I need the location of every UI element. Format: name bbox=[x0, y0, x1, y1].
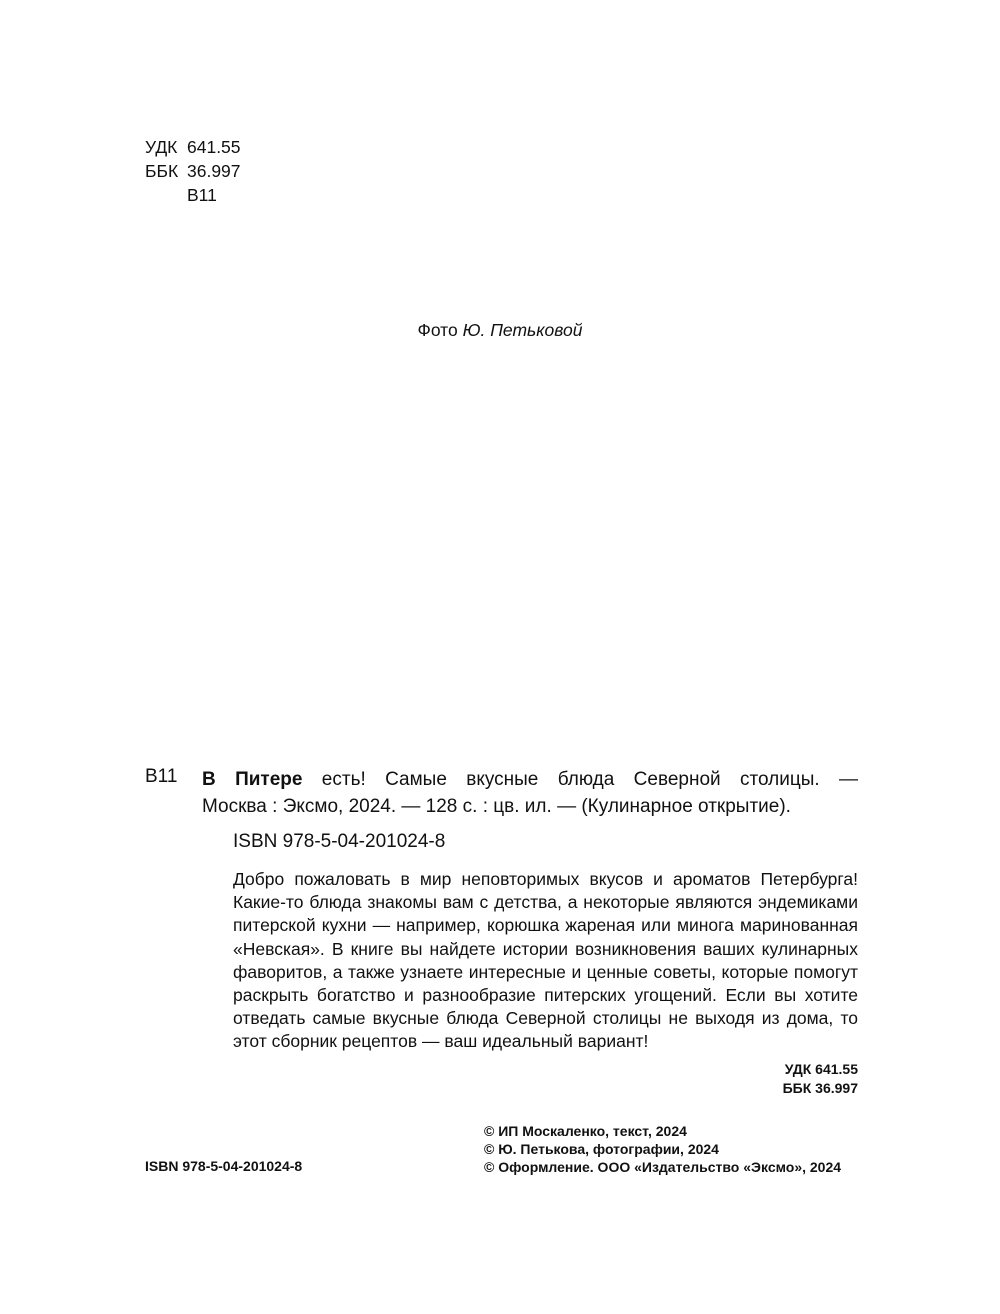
bottom-isbn: ISBN 978-5-04-201024-8 bbox=[145, 1158, 303, 1174]
catalog-title-rest: есть! Самые вкусные блюда Северной столицы. — bbox=[302, 769, 858, 790]
catalog-isbn: ISBN 978-5-04-201024-8 bbox=[233, 831, 446, 852]
bottom-codes bbox=[783, 1060, 858, 1097]
copyright-line: © ИП Москаленко, текст, 2024 bbox=[484, 1123, 687, 1139]
photo-credit-name: Ю. Петьковой bbox=[462, 320, 583, 340]
catalog-entry bbox=[202, 766, 858, 820]
udk-value: 641.55 bbox=[187, 137, 241, 157]
book-title: В Питере bbox=[202, 769, 303, 790]
photo-credit-prefix: Фото bbox=[417, 320, 458, 340]
copyright-line: © Ю. Петькова, фотографии, 2024 bbox=[484, 1141, 719, 1157]
copyright-line: © Оформление. ООО «Издательство «Эксмо», 2024 bbox=[484, 1159, 842, 1175]
annotation-line: раскрыть богатство и разнообразие питерских угощений. Если вы хотите bbox=[233, 985, 858, 1006]
annotation-line: Добро пожаловать в мир неповторимых вкусов и ароматов Петербурга! bbox=[233, 869, 858, 889]
annotation-line: питерской кухни — например, корюшка жареная или минога маринованная bbox=[233, 915, 858, 936]
bbk-value: 36.997 bbox=[187, 161, 241, 181]
author-mark: В11 bbox=[187, 185, 217, 205]
annotation-line: «Невская». В книге вы найдете истории возникновения ваших кулинарных bbox=[233, 938, 858, 959]
annotation-line: этот сборник рецептов — ваш идеальный вариант! bbox=[233, 1031, 649, 1052]
bottom-udk: УДК 641.55 bbox=[784, 1061, 858, 1077]
catalog-title-line bbox=[202, 766, 858, 793]
classification-codes bbox=[145, 135, 241, 207]
udk-label: УДК bbox=[145, 137, 178, 157]
annotation bbox=[233, 868, 858, 1054]
annotation-line: Какие-то блюда знакомы вам с детства, а некоторые являются эндемиками bbox=[233, 892, 858, 913]
annotation-line: фаворитов, а также узнаете интересные и ценные советы, которые помогут bbox=[233, 961, 858, 982]
photo-credit bbox=[0, 320, 1000, 341]
catalog-code: В11 bbox=[145, 766, 178, 787]
copyright-block bbox=[484, 1122, 841, 1176]
bbk-label: ББК bbox=[145, 161, 179, 181]
catalog-publication-line: Москва : Эксмо, 2024. — 128 с. : цв. ил. — (Кулинарное открытие). bbox=[202, 796, 791, 817]
annotation-line: отведать самые вкусные блюда Северной столицы не выходя из дома, то bbox=[233, 1008, 858, 1029]
bottom-bbk: ББК 36.997 bbox=[782, 1079, 858, 1096]
